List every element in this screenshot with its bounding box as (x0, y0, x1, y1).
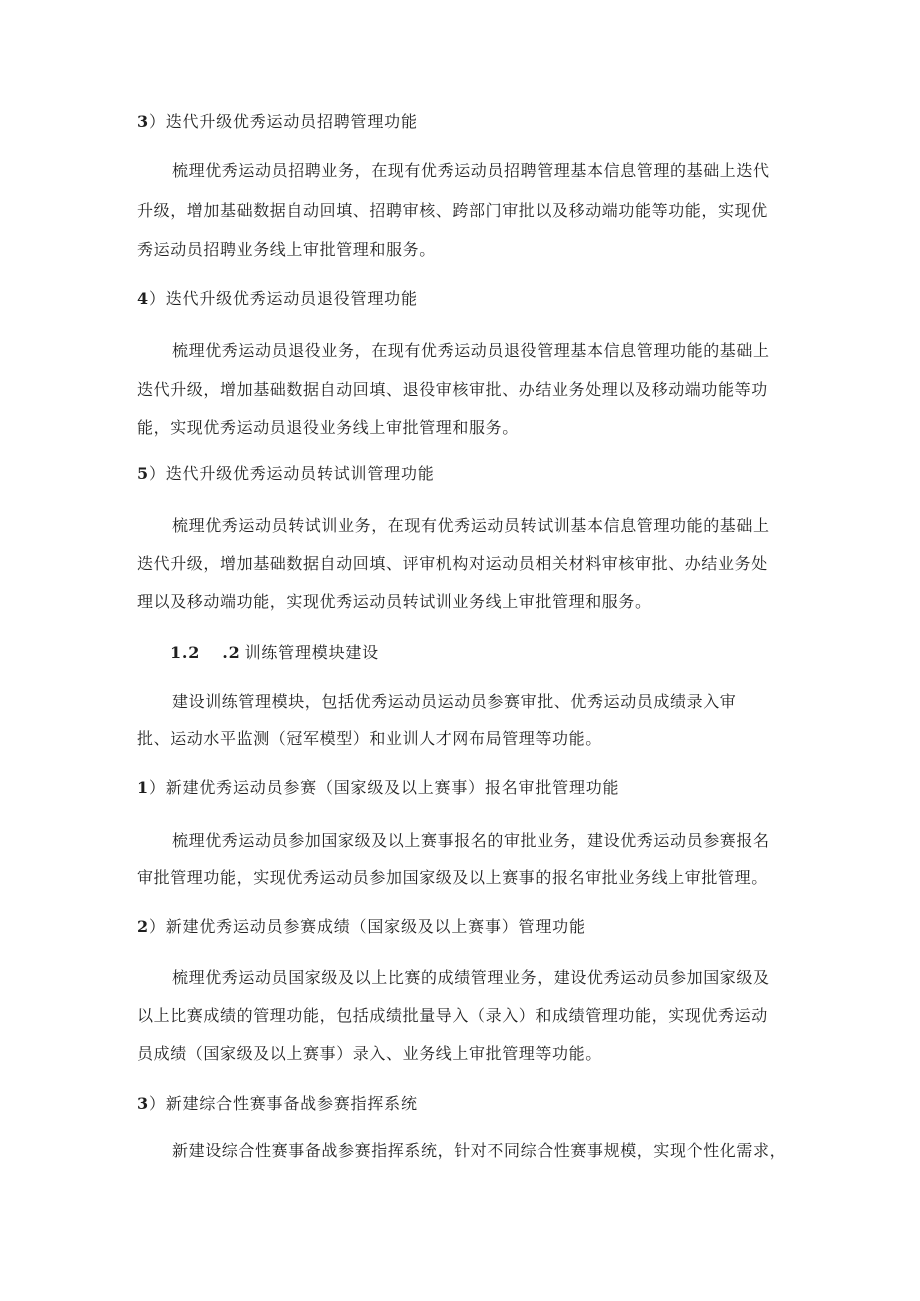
paragraph-line: 审批管理功能，实现优秀运动员参加国家级及以上赛事的报名审批业务线上审批管理。 (137, 868, 768, 887)
paragraph-line: 梳理优秀运动员转试训业务，在现有优秀运动员转试训基本信息管理功能的基础上 (172, 516, 770, 535)
paragraph-line: 批、运动水平监测（冠军模型）和业训人才网布局管理等功能。 (137, 729, 602, 748)
section-title: ）新建优秀运动员参赛成绩（国家级及以上赛事）管理功能 (148, 917, 586, 936)
section-heading (137, 777, 619, 799)
section-title: ）迭代升级优秀运动员退役管理功能 (148, 289, 418, 308)
section-heading (137, 916, 586, 938)
subsection-heading (170, 642, 379, 664)
paragraph-line: 秀运动员招聘业务线上审批管理和服务。 (137, 240, 436, 259)
subsection-number-suffix: .2 (222, 643, 241, 662)
paragraph-line: 以上比赛成绩的管理功能，包括成绩批量导入（录入）和成绩管理功能，实现优秀运动 (137, 1006, 768, 1025)
section-heading (137, 463, 435, 485)
section-number: 3 (137, 112, 149, 131)
paragraph-line: 梳理优秀运动员国家级及以上比赛的成绩管理业务，建设优秀运动员参加国家级及 (172, 968, 770, 987)
section-heading (137, 1093, 418, 1115)
section-title: ）新建综合性赛事备战参赛指挥系统 (148, 1094, 418, 1113)
subsection-title: 训练管理模块建设 (244, 643, 379, 662)
paragraph-line: 员成绩（国家级及以上赛事）录入、业务线上审批管理等功能。 (137, 1044, 602, 1063)
paragraph-line: 理以及移动端功能，实现优秀运动员转试训业务线上审批管理和服务。 (137, 592, 652, 611)
section-title: ）迭代升级优秀运动员招聘管理功能 (148, 112, 418, 131)
paragraph-line: 建设训练管理模块，包括优秀运动员运动员参赛审批、优秀运动员成绩录入审 (172, 692, 737, 711)
section-number: 2 (137, 917, 149, 936)
section-number: 1 (137, 778, 149, 797)
paragraph-line: 能，实现优秀运动员退役业务线上审批管理和服务。 (137, 418, 519, 437)
paragraph-line: 梳理优秀运动员招聘业务，在现有优秀运动员招聘管理基本信息管理的基础上迭代 (172, 161, 770, 180)
paragraph-line: 迭代升级，增加基础数据自动回填、评审机构对运动员相关材料审核审批、办结业务处 (137, 554, 768, 573)
section-title: ）新建优秀运动员参赛（国家级及以上赛事）报名审批管理功能 (148, 778, 620, 797)
section-number: 5 (137, 464, 149, 483)
paragraph-line: 新建设综合性赛事备战参赛指挥系统，针对不同综合性赛事规模，实现个性化需求， (172, 1141, 787, 1160)
paragraph-line: 梳理优秀运动员参加国家级及以上赛事报名的审批业务，建设优秀运动员参赛报名 (172, 831, 770, 850)
paragraph-line: 升级，增加基础数据自动回填、招聘审核、跨部门审批以及移动端功能等功能，实现优 (137, 201, 768, 220)
subsection-number: 1.2 (170, 643, 201, 662)
section-title: ）迭代升级优秀运动员转试训管理功能 (148, 464, 435, 483)
paragraph-line: 迭代升级，增加基础数据自动回填、退役审核审批、办结业务处理以及移动端功能等功 (137, 380, 768, 399)
section-heading (137, 111, 418, 133)
section-heading (137, 288, 418, 310)
section-number: 4 (137, 289, 149, 308)
section-number: 3 (137, 1094, 149, 1113)
paragraph-line: 梳理优秀运动员退役业务，在现有优秀运动员退役管理基本信息管理功能的基础上 (172, 341, 770, 360)
